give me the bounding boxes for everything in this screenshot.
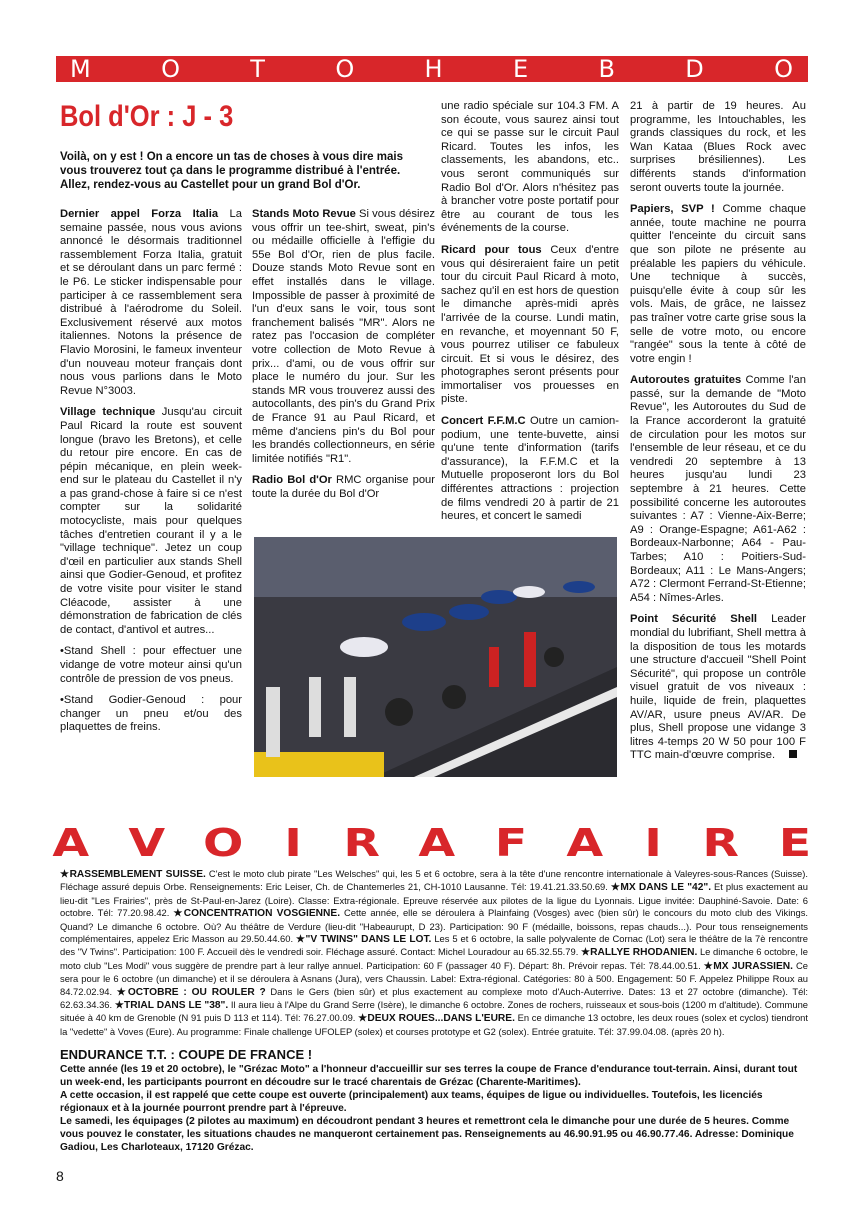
agenda-item-text: Il aura lieu à l'Alpe du Grand Serre (Isère), le dimanche 6 octobre. Zones de rochers, ruisseaux et sous-bois (1200 m d'altitude). Commune située à 40 km de Grenoble (N 91 puis D 113 et 114). Tél: 76.27.00.09. — [60, 999, 808, 1024]
paragraph-heading: Autoroutes gratuites — [630, 374, 742, 387]
voir-letter: R — [342, 821, 380, 865]
agenda-item-heading: ★MX JURASSIEN. — [703, 960, 793, 972]
agenda-item-text: C'est le moto club pirate "Les Welsches" qui, les 5 et 6 octobre, sera à la tête d'une rencontre internationale à Valeyres-sous-Rances (Suisse). Fléchage assuré depuis Orbe. Renseignements: Eric Leiser, Ch. de Chantemerles 21, CH-1010 Lausanne. Tél: 19.41.21.33.50.69. — [60, 868, 808, 893]
paragraph-heading: Point Sécurité Shell — [630, 613, 758, 626]
agenda-item-text: Le dimanche 6 octobre, le moto club "Les Modi" vous suggère de prendre part à leur rallye annuel. Participation: 60 F (passager 40 F). Départ: 8h. Prévoir repas. Tél: 78.44.00.51. — [60, 946, 808, 971]
column-2 — [252, 208, 435, 509]
agenda-item-text: Ce sera pour le 6 octobre (un dimanche) et il se déroulera à Asnans (Jura), vers Chaussin. Label: Extra-régional. Catégories: 80 à 500. Engagement: 50 F. Appelez Philippe Roux au 84.72.02.94. — [60, 959, 809, 997]
article-paragraph — [60, 645, 242, 686]
paragraph-heading: Ricard pour tous — [441, 243, 542, 256]
agenda-item-text: En ce dimanche 13 octobre, les deux roues (solex et cyclos) tiendront la "vedette" à Voves (Eure). Au programme: Finale challenge UFOLEP (solex) et courses prototype et G2 (solex). Entrée gratuite. Tél: 37.99.04.08. (après 20 h). — [60, 1012, 808, 1037]
article-paragraph — [441, 244, 619, 407]
voir-letter: R — [702, 821, 740, 865]
paragraph-heading: Concert F.F.M.C — [441, 415, 526, 428]
voir-letter: I — [644, 821, 662, 865]
article-paragraph — [60, 208, 242, 398]
agenda-item-heading: ★CONCENTRATION VOSGIENNE. — [173, 908, 341, 920]
voir-letter: I — [284, 821, 303, 865]
agenda-item-heading: ★MX DANS LE "42". — [610, 882, 712, 894]
voir-letter: E — [778, 821, 812, 865]
banner-letter: D — [685, 55, 705, 83]
paragraph-text: une radio spéciale sur 104.3 FM. A son écoute, vous saurez ainsi tout ce qui se passe sur le circuit Paul Ricard. Toutes les infos, les classements, les abandons, etc.. vous seront communiqués sur Radio Bol d'Or. Alors n'hésitez pas à brancher votre poste portatif pour être au courant de tous les événements de la course. — [441, 100, 619, 235]
paragraph-text: Comme chaque année, toute machine ne pourra quitter l'enceinte du circuit sans que son pilote ne présente au préalable les papiers du véhicule. Une technique à succès, puisqu'elle évite à coup sûr les vols. Mais, de grâce, ne laissez pas traîner votre carte grise sous la selle de votre moto, ou encore "rangée" sous la tente à côté de votre engin ! — [630, 203, 806, 365]
paragraph-text: •Stand Shell : pour effectuer une vidange de votre moteur ainsi qu'un contrôle de pression de vos pneus. — [60, 645, 242, 685]
banner-letter: B — [598, 55, 616, 83]
a-voir-a-faire-header — [52, 821, 812, 865]
paragraph-heading: Dernier appel Forza Italia — [60, 208, 219, 220]
article-paragraph — [630, 100, 806, 195]
endurance-paragraph: Cette année (les 19 et 20 octobre), le "Grézac Moto" a l'honneur d'accueillir sur ses terres la coupe de France d'endurance tout-terrain. Ainsi, durant tout un week-end, les participants pourront en découdre sur le tracé charentais de Grézac (Charente-Maritimes). — [60, 1064, 798, 1088]
end-of-article-mark — [789, 750, 797, 758]
voir-letter: O — [203, 821, 244, 865]
banner-letter: O — [161, 55, 181, 83]
paragraph-heading: Papiers, SVP ! — [630, 203, 715, 216]
agenda-item-text: Dans le Gers (bien sûr) et plus exactement au complexe moto d'Auch-Auterrive. Dates: 13 et 27 octobre (dimanche). Tél: 62.63.34.36. — [60, 985, 808, 1011]
agenda-item-heading: ★DEUX ROUES...DANS L'EURE. — [358, 1013, 515, 1025]
column-1 — [60, 208, 242, 743]
agenda-item-text: Les 5 et 6 octobre, la salle polyvalente de Cornac (Lot) sera le théâtre de la 7è rencontre des "V Twins". Participation: 100 F. Accueil dès le vendredi soir. Fléchage assuré. Contact: Michel Louradour au 65.32.55.79. — [60, 933, 808, 958]
paragraph-text: 21 à partir de 19 heures. Au programme, les Intouchables, les grands classiques du rock, et les Wan Kataa (Blues Rock avec surprises brésiliennes). Les différents stands d'information seront ouverts toute la journée. — [630, 100, 806, 194]
paragraph-text: La semaine passée, nous vous avions annoncé le désormais traditionnel rassemblement Forza Italia, gratuit et se déroulant dans un parc fermé : le P6. Le sticker indispensable pour participer à ce rassemblement sera distribué à l'aérodrome du Soleil. Exclusivement réservé aux motos italiennes. Notons la présence de Flavio Morosini, le fameux inventeur d'un nouveau moteur français dont nous vous parlions dans le Moto Revue N°3003. — [60, 208, 242, 397]
paragraph-heading: Stands Moto Revue — [252, 208, 356, 220]
article-intro: Voilà, on y est ! On a encore un tas de choses à vous dire mais vous trouverez tout ça dans le programme distribué à l'entrée. Allez, rendez-vous au Castellet pour un grand Bol d'Or. — [60, 151, 403, 191]
article-paragraph — [252, 474, 435, 501]
endurance-paragraph: Le samedi, les équipages (2 pilotes au maximum) en découdront pendant 3 heures et remettront cela le dimanche pour une durée de 5 heures. Comme vous pouvez le constater, les situations chaudes ne manqueront certainement pas. Renseignements au 46.90.91.95 ou 46.90.77.46. Adresse: Dominique Gadiou, Les Charloteaux, 17120 Grézac. — [60, 1116, 794, 1153]
agenda-item-heading: ★RALLYE RHODANIEN. — [580, 947, 698, 959]
moto-hebdo-banner — [56, 56, 808, 82]
agenda-item-heading: ★RASSEMBLEMENT SUISSE. — [60, 869, 206, 880]
article-paragraph — [630, 374, 806, 605]
paragraph-text: Outre un camion-podium, une tente-buvette, ainsi qu'une tente d'information (tarifs d'assurance), la F.F.M.C et la Mutuelle proposeront lors du Bol différentes attractions : projection de films vendredi 20 à partir de 21 heures, et concert le samedi — [441, 415, 619, 523]
voir-letter: A — [52, 821, 90, 865]
agenda-listings — [60, 868, 808, 1038]
article-paragraph — [630, 203, 806, 366]
article-title: Bol d'Or : J - 3 — [60, 100, 234, 133]
agenda-item-text: Cette année, elle se déroulera à Plainfaing (Vosges) avec (bien sûr) le concours du moto club des Vikings. Quand? Le dimanche 6 octobre. Où? Au théâtre de Verdure (lieu-dit "Habeaurupt, D 23). Participation: 90 F (médaille, boissons, repas chauds...). Pour tous renseignements complémentaires, appelez Eric Masson au 29.50.44.60. — [60, 907, 808, 945]
banner-letter: O — [774, 55, 794, 83]
race-grid-photo — [254, 537, 617, 777]
race-grid-photo-illustration — [254, 537, 617, 777]
article-paragraph — [60, 694, 242, 735]
column-4 — [630, 100, 806, 771]
agenda-item-heading: ★"V TWINS" DANS LE LOT. — [296, 934, 432, 946]
banner-letter: H — [424, 55, 444, 83]
article-paragraph — [60, 406, 242, 637]
endurance-title: ENDURANCE T.T. : COUPE DE FRANCE ! — [60, 1047, 313, 1062]
article-paragraph — [441, 415, 619, 524]
endurance-paragraph: A cette occasion, il est rappelé que cette coupe est ouverte (principalement) aux teams, équipes de ligue ou individuelles. Toutefois, les licenciés régionaux et à la journée pourront prendre part à l'épreuve. — [60, 1090, 763, 1114]
page-number: 8 — [56, 1168, 64, 1184]
banner-letter: O — [335, 55, 356, 83]
agenda-item-heading: ★TRIAL DANS LE "38". — [114, 1000, 229, 1012]
paragraph-text: RMC organise pour toute la durée du Bol d'Or — [252, 474, 435, 500]
article-paragraph — [441, 100, 619, 236]
voir-letter: V — [128, 821, 165, 865]
banner-letter: M — [70, 55, 92, 83]
banner-letter: T — [250, 55, 266, 83]
agenda-item-heading: ★OCTOBRE : OU ROULER ? — [116, 986, 266, 998]
paragraph-text: Comme l'an passé, sur la demande de "Moto Revue", les Autoroutes du Sud de la France accorderont la gratuité de circulation pour les motos sur l'ensemble de leur réseau, et ce du vendredi 20 septembre à 13 heures jusqu'au lundi 23 septembre à 21 heures. Cette possibilité concerne les autoroutes suivantes : A7 : Vienne-Aix-Berre; A9 : Orange-Espagne; A61-A62 : Bordeaux-Narbonne; A64 - Pau-Tarbes; A10 : Poitiers-Sud-Bordeaux; A11 : Le Mans-Angers; A72 : Clermont Ferrand-St-Etienne; A54 : Nîmes-Arles. — [630, 374, 806, 604]
column-3 — [441, 100, 619, 532]
article-paragraph — [630, 613, 806, 763]
paragraph-text: •Stand Godier-Genoud : pour changer un pneu et/ou des plaquettes de freins. — [60, 694, 242, 734]
agenda-item-text: Et plus exactement au lieu-dit "Les Frairies", près de St-Paul-en-Jarez (Loire). Classe: Extra-régionale. Epreuve réservée aux pilotes de la ligue du Lyonnais. Ligue invitée: Dauphiné-Savoie. Date: 6 octobre. Tél: 77.20.98.42. — [60, 881, 808, 919]
endurance-body — [60, 1063, 808, 1154]
article-paragraph — [252, 208, 435, 466]
voir-letter: A — [566, 821, 604, 865]
paragraph-heading: Village technique — [60, 406, 156, 419]
paragraph-text: Jusqu'au circuit Paul Ricard la route est souvent longue (bravo les Bretons), et celle du retour pire encore. En cas de pépin mécanique, en plein week-end sur le plateau du Castellet il n'y a pas grand-chose à faire si ce n'est compter sur la solidarité motocycliste, mais pour quelques tâches d'entretien courant il y a le "village technique". Jetez un coup d'œil en particulier aux stands Shell ainsi que Godier-Genoud, et profitez de votre visite pour visiter le stand Cléacode, assister à une démonstration de fabrication de clés de contact, d'antivol et autres... — [60, 406, 242, 636]
paragraph-heading: Radio Bol d'Or — [252, 474, 332, 487]
voir-letter: A — [418, 821, 456, 865]
paragraph-text: Ceux d'entre vous qui désireraient faire un petit tour du circuit Paul Ricard à moto, sachez qu'il en est hors de question le dimanche après-midi après l'arrivée de la course. Lundi matin, en revanche, et moyennant 50 F, vous pourrez utiliser ce fabuleux circuit. Et si vous le désirez, des photographes seront présents pour immortaliser vos prouesses en piste. — [441, 243, 619, 406]
paragraph-text: Si vous désirez vous offrir un tee-shirt, sweat, pin's ou médaille officielle à l'effigie du 55e Bol d'Or, rien de plus facile. Douze stands Moto Revue sont en effet installés dans le village. Impossible de passer à proximité de l'un d'eux sans le voir, tous sont franchement balisés "MR". Alors ne ratez pas l'occasion de compléter votre collection de Moto Revue à prix... d'ami, ou de vous offrir sur place le numéro du jour. Sur les stands MR vous trouverez aussi des autocollants, des pin's du Grand Prix de France 91 au Paul Ricard, et même d'anciens pin's du Bol pour les brandés collectionneurs, en série limitée notifiés "R1". — [252, 208, 436, 465]
paragraph-text: Leader mondial du lubrifiant, Shell mettra à la disposition de tous les motards une structure d'accueil "Shell Point Sécurité", qui propose un contrôle visuel gratuit de vos niveaux : huile, liquide de frein, plaquettes AV/AR, usure pneus AV/AR. De plus, Shell propose une vidange 3 litres 4-temps 20 W 50 pour 100 F TTC main-d'œuvre comprise. — [630, 613, 806, 762]
voir-letter: F — [494, 821, 528, 865]
banner-letter: E — [512, 55, 530, 83]
